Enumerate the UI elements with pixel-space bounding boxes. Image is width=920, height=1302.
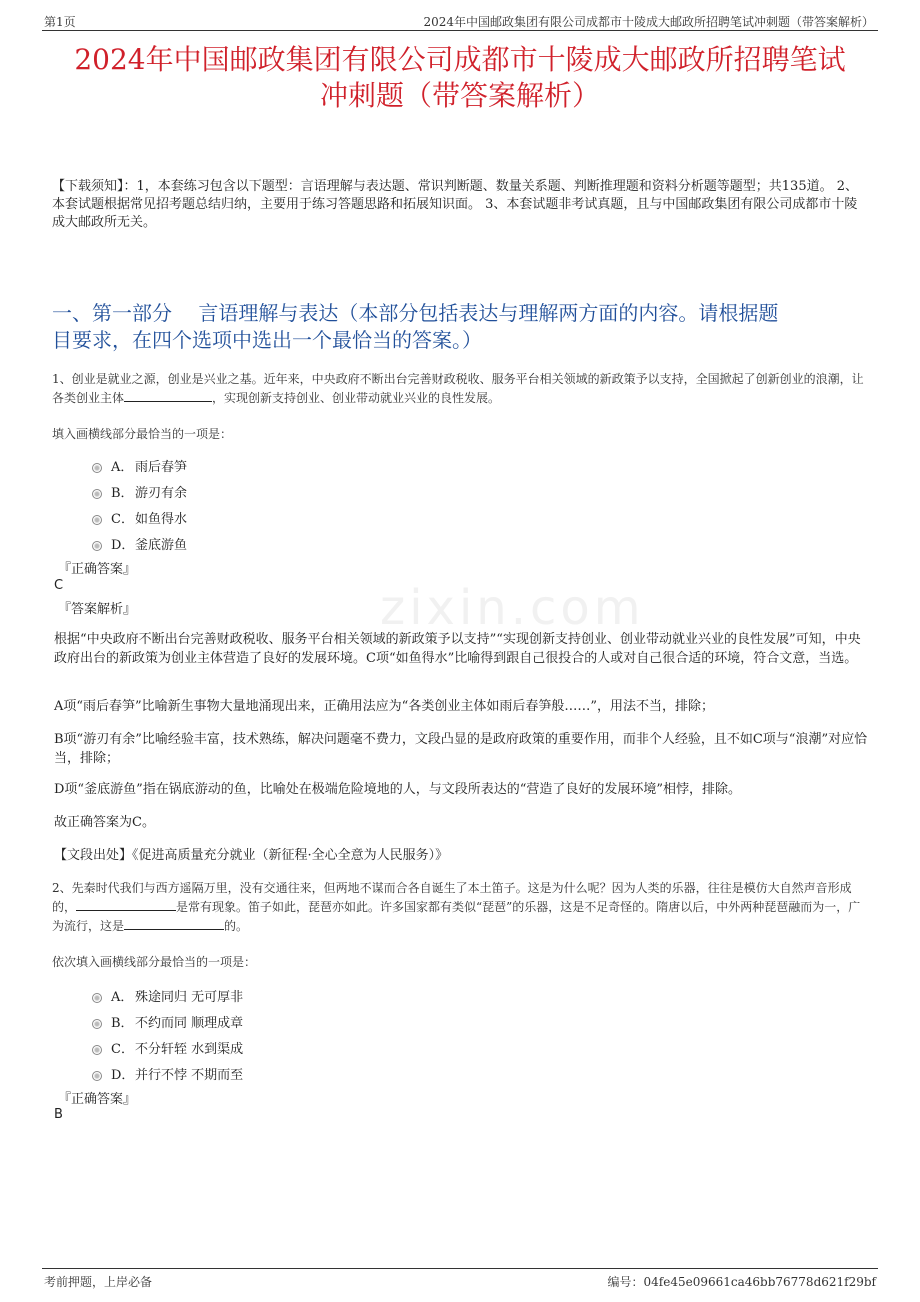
q1-text-part-a: 1、创业是就业之源，创业是兴业之基。近年来，中央政府不断出台完善财政税收、服务平台相关领域的新政策予以支持，全国掀起了创新创业的浪潮，让各类创业主体 xyxy=(52,372,864,405)
q1-blank xyxy=(124,390,212,402)
q2-text-part-c: 的。 xyxy=(224,919,249,933)
footer-doc-id: 编号：04fe45e09661ca46bb76778d621f29bf xyxy=(607,1275,876,1289)
page-number: 第1页 xyxy=(44,15,76,29)
q1-analysis-para: B项“游刃有余”比喻经验丰富，技术熟练，解决问题毫不费力，文段凸显的是政府政策的重要作用，而非个人经验，且不如C项与“浪潮”对应恰当，排除； xyxy=(54,732,868,766)
q1-text-part-b: ，实现创新支持创业、创业带动就业兴业的良性发展。 xyxy=(212,391,501,405)
q1-analysis-para: A项“雨后春笋”比喻新生事物大量地涌现出来，正确用法应为“各类创业主体如雨后春笋般……”，用法不当，排除； xyxy=(54,699,714,714)
radio-icon[interactable] xyxy=(92,1071,102,1081)
section-line-2: 目要求，在四个选项中选出一个最恰当的答案。） xyxy=(52,328,482,352)
q2-blank-2 xyxy=(124,918,224,930)
title-line-1: 2024年中国邮政集团有限公司成都市十陵成大邮政所招聘笔试 xyxy=(74,43,846,76)
q1-option-d[interactable]: D． 釜底游鱼 xyxy=(92,530,187,556)
q2-option-b[interactable]: B． 不约而同 顺理成章 xyxy=(92,1008,243,1034)
q1-answer-label: 『正确答案』 xyxy=(58,562,137,577)
page-header xyxy=(42,12,878,31)
q2-text-part-a: 2、先秦时代我们与西方遥隔万里，没有交通往来，但两地不谋而合各自诞生了本土笛子。这是为什么呢？因为人类的乐器，往往是模仿大自然声音形成的， xyxy=(52,881,852,914)
radio-icon[interactable] xyxy=(92,515,102,525)
section-heading xyxy=(52,300,868,354)
q1-options xyxy=(92,452,187,556)
radio-icon[interactable] xyxy=(92,993,102,1003)
q1-analysis-para: D项“釜底游鱼”指在锅底游动的鱼，比喻处在极端危险境地的人，与文段所表达的“营造了良好的发展环境”相悖，排除。 xyxy=(54,782,742,797)
radio-icon[interactable] xyxy=(92,541,102,551)
q1-option-c[interactable]: C． 如鱼得水 xyxy=(92,504,187,530)
section-line-1: 一、第一部分 言语理解与表达（本部分包括表达与理解两方面的内容。请根据题 xyxy=(52,301,779,325)
q1-analysis-label: 『答案解析』 xyxy=(58,602,137,617)
page-footer xyxy=(42,1268,878,1289)
download-notice: 【下载须知】：1，本套练习包含以下题型：言语理解与表达题、常识判断题、数量关系题、判断推理题和资料分析题等题型；共135道。 2、本套试题根据常见招考题总结归纳，主要用于练习答题思路和拓展知识面。 3、本套试题非考试真题，且与中国邮政集团有限公司成都市十陵成大邮政所无关。 xyxy=(52,179,858,230)
radio-icon[interactable] xyxy=(92,489,102,499)
title-line-2: 冲刺题（带答案解析） xyxy=(319,79,600,112)
q1-instruction: 填入画横线部分最恰当的一项是： xyxy=(52,427,233,441)
q1-analysis-para: 根据“中央政府不断出台完善财政税收、服务平台相关领域的新政策予以支持”“实现创新支持创业、创业带动就业兴业的良性发展”可知，中央政府出台的新政策为创业主体营造了良好的发展环境。C项“如鱼得水”比喻得到跟自己很投合的人或对自己很合适的环境，符合文意，当选。 xyxy=(54,632,861,666)
q2-option-c[interactable]: C． 不分轩轾 水到渠成 xyxy=(92,1034,243,1060)
radio-icon[interactable] xyxy=(92,1019,102,1029)
q1-option-b[interactable]: B． 游刃有余 xyxy=(92,478,187,504)
q2-option-a[interactable]: A． 殊途同归 无可厚非 xyxy=(92,982,243,1008)
radio-icon[interactable] xyxy=(92,463,102,473)
q1-answer: C xyxy=(54,578,64,593)
q1-option-a[interactable]: A． 雨后春笋 xyxy=(92,452,187,478)
q1-analysis-para: 故正确答案为C。 xyxy=(54,815,155,830)
q2-instruction: 依次填入画横线部分最恰当的一项是： xyxy=(52,955,257,969)
q2-options xyxy=(92,982,243,1086)
q2-option-d[interactable]: D． 并行不悖 不期而至 xyxy=(92,1060,243,1086)
q2-blank-1 xyxy=(76,899,176,911)
question-1-text xyxy=(52,370,868,408)
q2-text-part-b: 是常有现象。笛子如此，琵琶亦如此。许多国家都有类似“琵琶”的乐器，这是不足奇怪的。隋唐以后，中外两种琵琶融而为一，广为流行，这是 xyxy=(52,900,861,933)
radio-icon[interactable] xyxy=(92,1045,102,1055)
watermark: zixin.com xyxy=(380,580,645,636)
q2-answer: B xyxy=(54,1107,63,1122)
question-2-text xyxy=(52,879,868,936)
document-title xyxy=(40,42,880,114)
q2-answer-label: 『正确答案』 xyxy=(58,1092,137,1107)
header-title: 2024年中国邮政集团有限公司成都市十陵成大邮政所招聘笔试冲刺题（带答案解析） xyxy=(423,15,874,29)
footer-slogan: 考前押题，上岸必备 xyxy=(44,1275,153,1289)
q1-source: 【文段出处】《促进高质量充分就业（新征程·全心全意为人民服务）》 xyxy=(54,848,449,863)
